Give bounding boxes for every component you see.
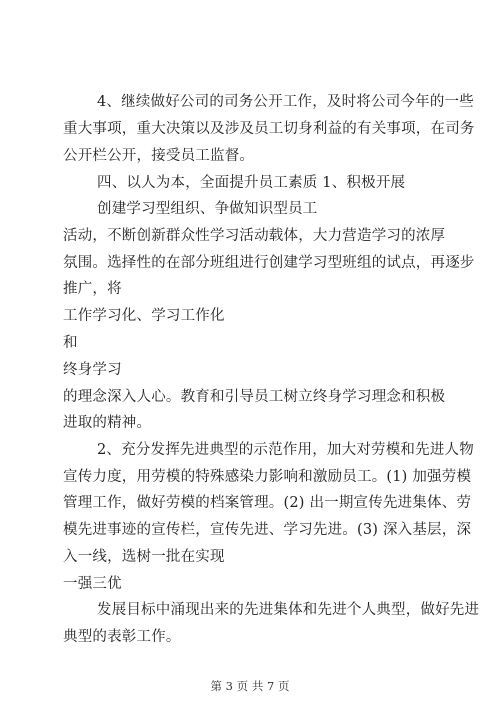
- paragraph-goal-line-1: 发展目标中涌现出来的先进集体和先进个人典型，做好先进: [97, 602, 480, 618]
- phrase-lifelong-learning: 终身学习: [63, 362, 122, 378]
- paragraph-concept-line-2: 进取的精神。: [63, 415, 152, 431]
- paragraph-4-line-2: 重大事项，重大决策以及涉及员工切身利益的有关事项，在司务: [63, 121, 475, 137]
- paragraph-2-line-2: 宣传力度，用劳模的特殊感染力影响和激励员工。(1) 加强劳模: [63, 469, 472, 485]
- phrase-one-strong-three-excellent: 一强三优: [63, 576, 122, 592]
- paragraph-goal-line-2: 典型的表彰工作。: [63, 629, 181, 645]
- paragraph-2-line-5: 入一线，选树一批在实现: [63, 549, 225, 565]
- word-and: 和: [63, 335, 78, 351]
- paragraph-learning-line-3: 推广，将: [63, 281, 122, 297]
- section-heading-4-continued: 创建学习型组织、争做知识型员工: [97, 201, 318, 217]
- paragraph-learning-line-1: 活动，不断创新群众性学习活动载体，大力营造学习的浓厚: [63, 228, 446, 244]
- paragraph-2-line-1: 2、充分发挥先进典型的示范作用，加大对劳模和先进人物: [97, 442, 474, 458]
- paragraph-concept-line-1: 的理念深入人心。教育和引导员工树立终身学习理念和积极: [63, 389, 446, 405]
- page-footer: 第 3 页 共 7 页: [210, 679, 290, 693]
- section-heading-4: 四、以人为本，全面提升员工素质 1、积极开展: [97, 175, 406, 191]
- paragraph-4-line-1: 4、继续做好公司的司务公开工作，及时将公司今年的一些: [97, 94, 474, 110]
- paragraph-learning-line-2: 氛围。选择性的在部分班组进行创建学习型班组的试点，再逐步: [63, 255, 475, 271]
- phrase-work-learning: 工作学习化、学习工作化: [63, 308, 225, 324]
- paragraph-4-line-3: 公开栏公开，接受员工监督。: [63, 148, 255, 164]
- paragraph-2-line-4: 模先进事迹的宣传栏，宣传先进、学习先进。(3) 深入基层，深: [63, 522, 472, 538]
- paragraph-2-line-3: 管理工作，做好劳模的档案管理。(2) 出一期宣传先进集体、劳: [63, 495, 472, 511]
